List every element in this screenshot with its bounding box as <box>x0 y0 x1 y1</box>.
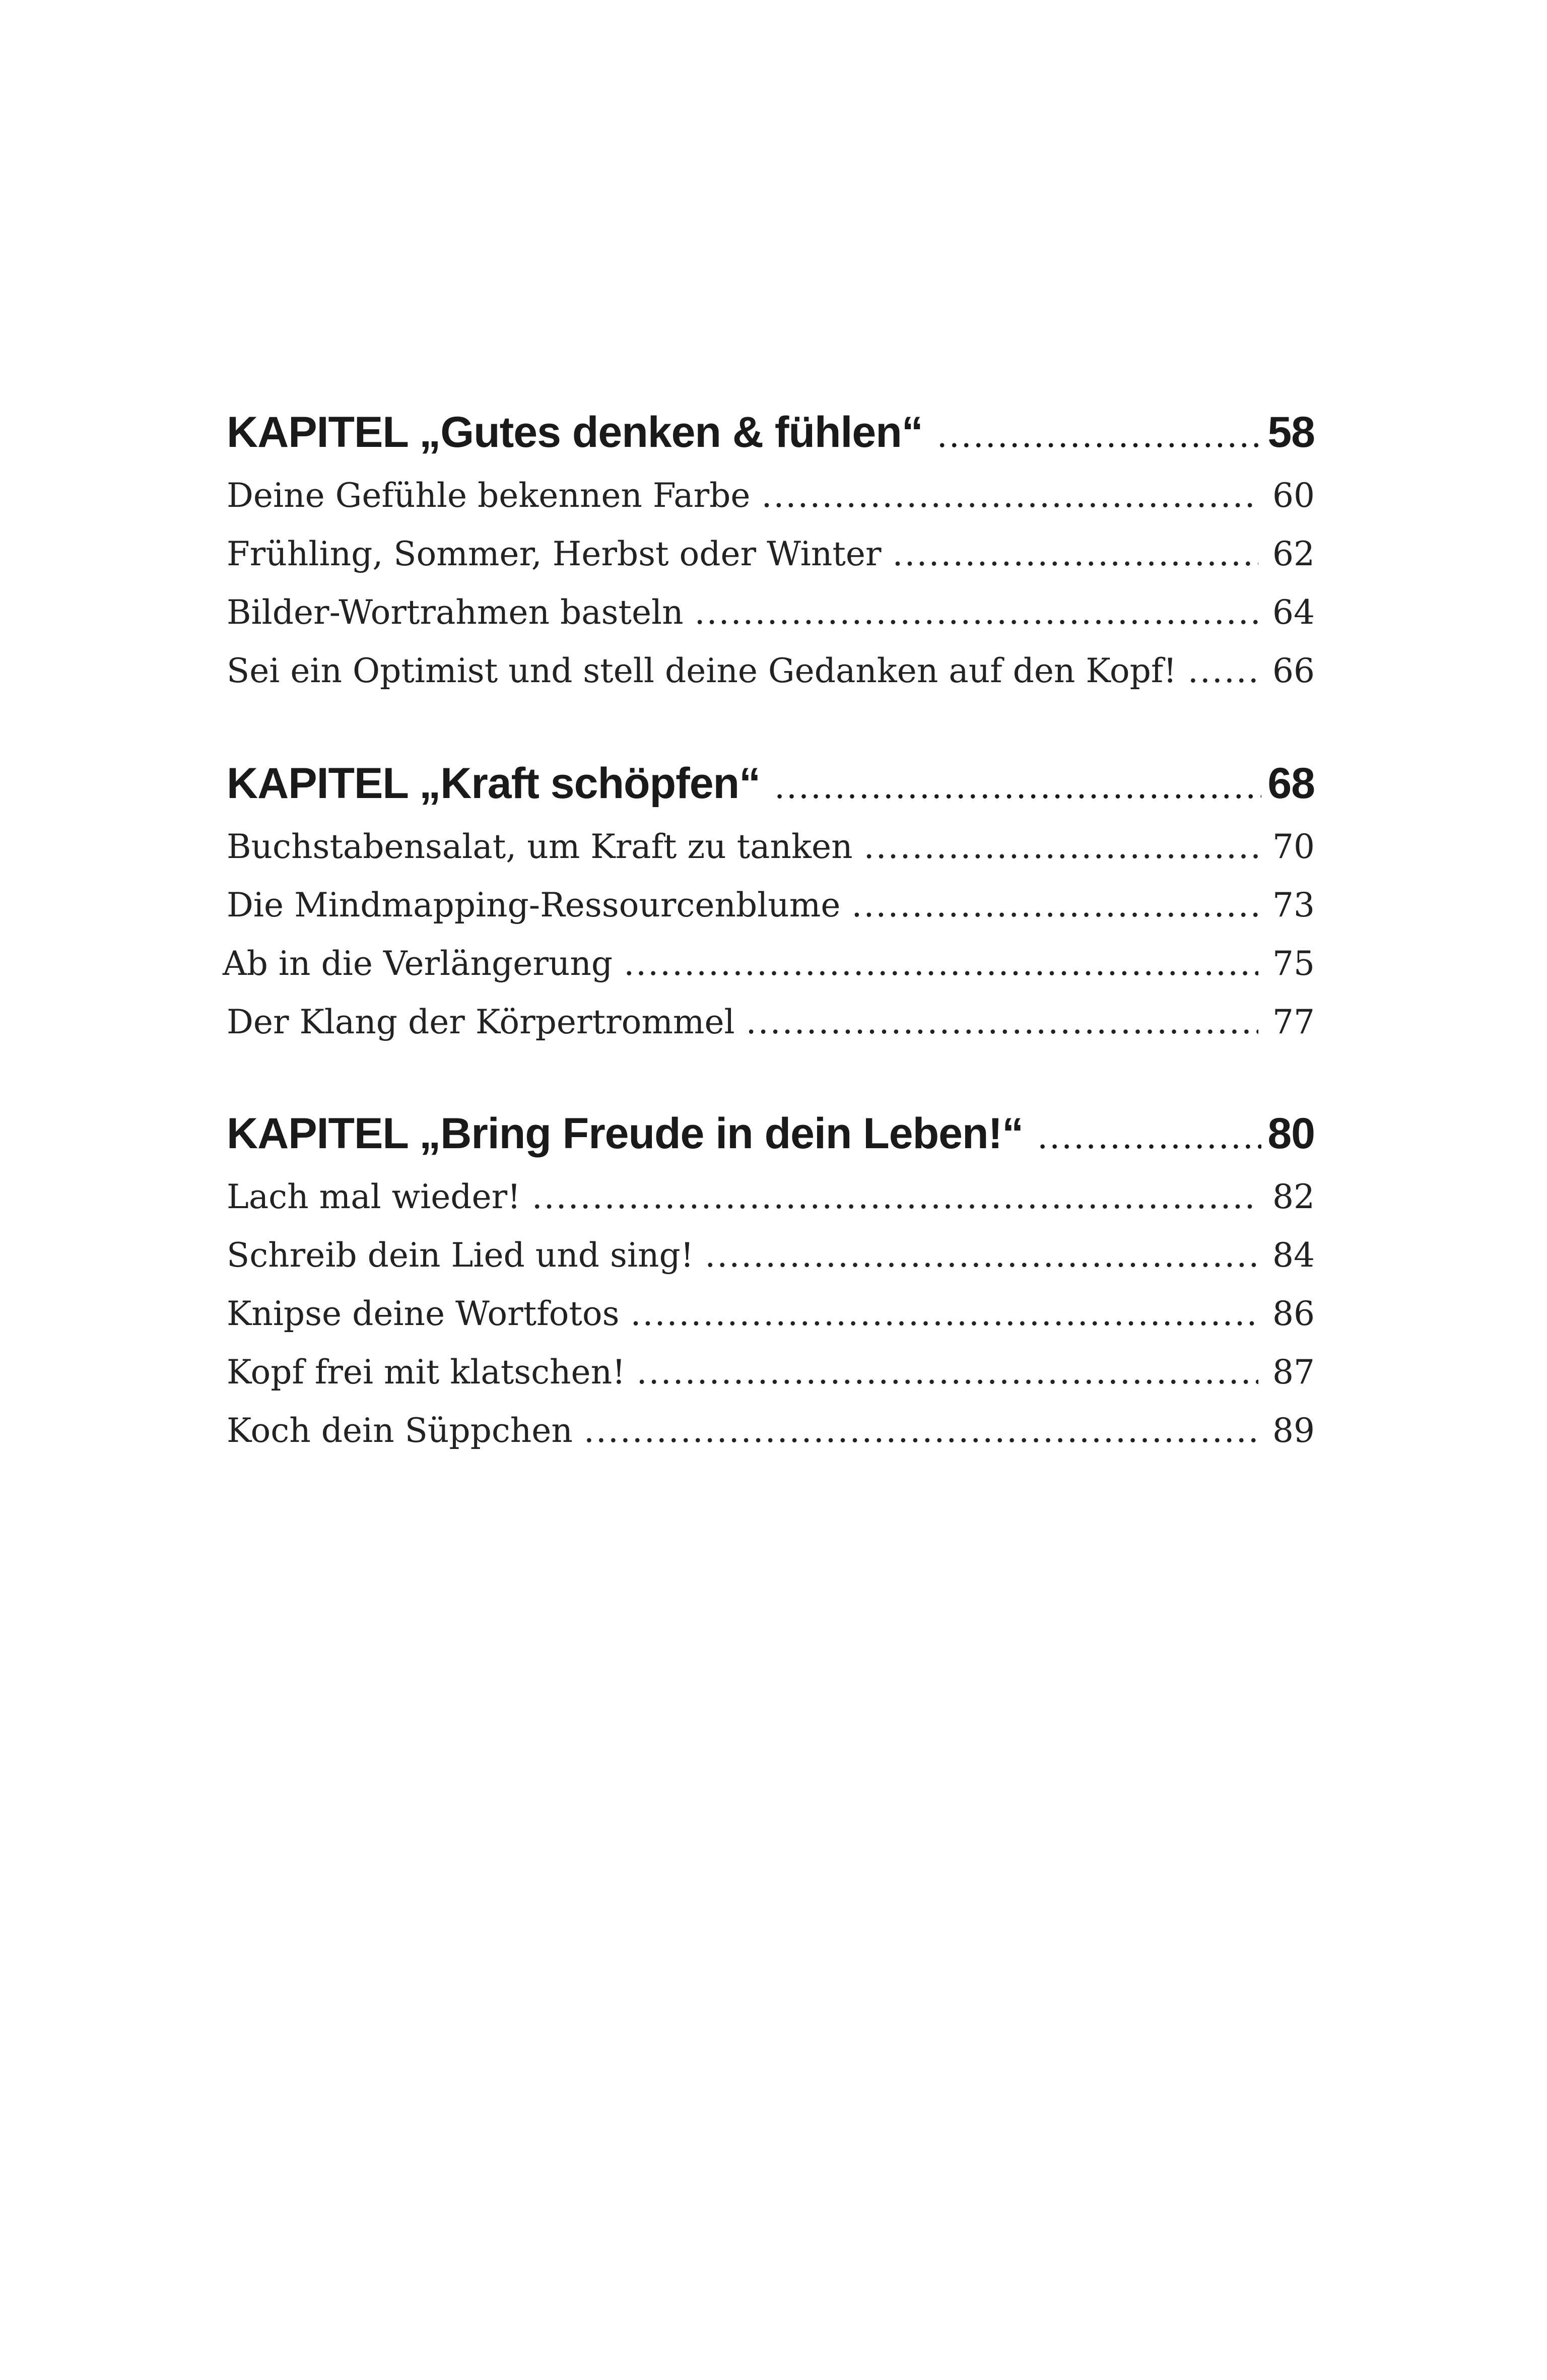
entry-page-number: 86 <box>1272 1294 1315 1333</box>
chapter-heading-row <box>227 758 1315 809</box>
dot-leader <box>746 993 1258 1051</box>
entry-page-number: 84 <box>1272 1236 1315 1275</box>
dot-leader <box>705 1226 1258 1285</box>
chapter-page-number: 68 <box>1267 759 1315 808</box>
entry-page-number: 66 <box>1272 651 1315 690</box>
toc-entry <box>227 1226 1315 1285</box>
entry-title: Buchstabensalat, um Kraft zu tanken <box>227 827 853 866</box>
entry-page-number: 87 <box>1272 1353 1315 1392</box>
entry-title: Ab in die Verlängerung <box>223 944 613 983</box>
dot-leader <box>1037 1112 1261 1162</box>
dot-leader <box>937 411 1262 461</box>
entry-page-number: 62 <box>1272 535 1315 573</box>
chapter-entries <box>227 1168 1315 1460</box>
entry-page-number: 82 <box>1272 1177 1315 1216</box>
toc-entry <box>227 1168 1315 1226</box>
toc-entry <box>227 876 1315 935</box>
toc-entry <box>227 467 1315 525</box>
toc-entry <box>227 1343 1315 1402</box>
entry-page-number: 73 <box>1272 886 1315 924</box>
dot-leader <box>893 525 1258 583</box>
entry-page-number: 60 <box>1272 476 1315 515</box>
toc-entry <box>227 583 1315 642</box>
dot-leader <box>1188 642 1258 700</box>
dot-leader <box>532 1168 1258 1226</box>
chapter-title: KAPITEL „Kraft schöpfen“ <box>227 759 761 808</box>
toc-entry <box>227 1285 1315 1343</box>
entry-title: Sei ein Optimist und stell deine Gedanken auf den Kopf! <box>227 651 1177 690</box>
chapter-entries <box>227 467 1315 700</box>
chapter-heading-row <box>227 407 1315 457</box>
entry-title: Der Klang der Körpertrommel <box>227 1003 735 1041</box>
entry-title: Knipse deine Wortfotos <box>227 1294 620 1333</box>
entry-title: Bilder-Wortrahmen basteln <box>227 593 684 632</box>
dot-leader <box>864 818 1258 876</box>
toc-entry <box>227 1402 1315 1460</box>
chapter-entries <box>223 818 1315 1051</box>
chapter-page-number: 80 <box>1267 1109 1315 1158</box>
toc-entry <box>227 642 1315 700</box>
chapter-heading-row <box>227 1108 1315 1159</box>
entry-page-number: 89 <box>1272 1411 1315 1450</box>
toc-entry <box>223 935 1315 993</box>
toc-entry <box>227 818 1315 876</box>
entry-title: Die Mindmapping-Ressourcenblume <box>227 886 841 924</box>
entry-title: Koch dein Süppchen <box>227 1411 573 1450</box>
chapter-title: KAPITEL „Gutes denken & fühlen“ <box>227 408 923 456</box>
chapter-title: KAPITEL „Bring Freude in dein Leben!“ <box>227 1109 1024 1158</box>
entry-title: Lach mal wieder! <box>227 1177 521 1216</box>
chapter-section <box>223 758 1315 1051</box>
chapter-section <box>227 407 1315 700</box>
chapter-page-number: 58 <box>1267 408 1315 456</box>
entry-title: Kopf frei mit klatschen! <box>227 1353 626 1392</box>
entry-page-number: 77 <box>1272 1003 1315 1041</box>
toc-entry <box>227 525 1315 583</box>
dot-leader <box>624 935 1258 993</box>
entry-title: Deine Gefühle bekennen Farbe <box>227 476 751 515</box>
toc-entry <box>227 993 1315 1051</box>
entry-title: Schreib dein Lied und sing! <box>227 1236 694 1275</box>
dot-leader <box>851 876 1258 935</box>
entry-page-number: 64 <box>1272 593 1315 632</box>
entry-page-number: 70 <box>1272 827 1315 866</box>
entry-page-number: 75 <box>1272 944 1315 983</box>
dot-leader <box>761 467 1258 525</box>
dot-leader <box>637 1343 1258 1402</box>
dot-leader <box>631 1285 1259 1343</box>
dot-leader <box>774 762 1261 812</box>
dot-leader <box>695 583 1258 642</box>
entry-title: Frühling, Sommer, Herbst oder Winter <box>227 535 882 573</box>
chapter-section <box>227 1108 1315 1460</box>
dot-leader <box>584 1402 1258 1460</box>
